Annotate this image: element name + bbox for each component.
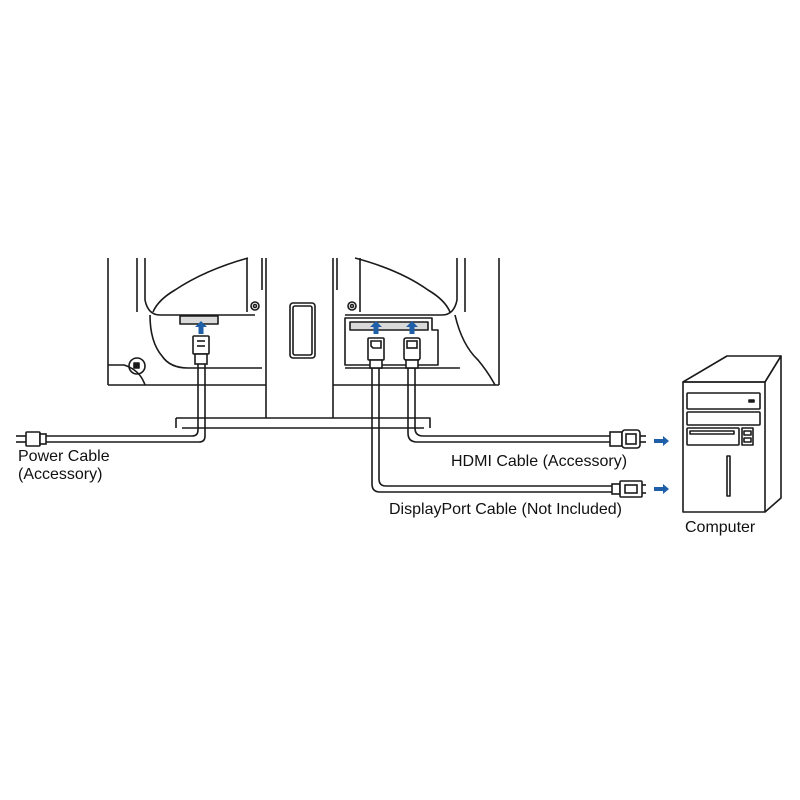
power-plug-end-icon: [16, 432, 46, 446]
monitor-rear-icon: [108, 258, 499, 428]
hdmi-cable: [408, 368, 610, 442]
hdmi-plug-icon: [404, 338, 420, 368]
displayport-plug-icon: [368, 338, 384, 368]
hdmi-cable-label: HDMI Cable (Accessory): [451, 453, 628, 470]
computer-tower-icon: [683, 356, 781, 512]
hdmi-plug-end-icon: [610, 430, 646, 448]
arrow-right-icon: [654, 484, 669, 494]
power-cable-sublabel: (Accessory): [18, 466, 103, 483]
arrow-right-icon: [654, 436, 669, 446]
power-plug-icon: [193, 336, 209, 364]
computer-label: Computer: [685, 519, 756, 536]
displayport-cable-label: DisplayPort Cable (Not Included): [389, 501, 622, 518]
power-cable: [46, 364, 205, 442]
power-cable-label: Power Cable: [18, 448, 110, 465]
displayport-plug-end-icon: [612, 481, 646, 497]
